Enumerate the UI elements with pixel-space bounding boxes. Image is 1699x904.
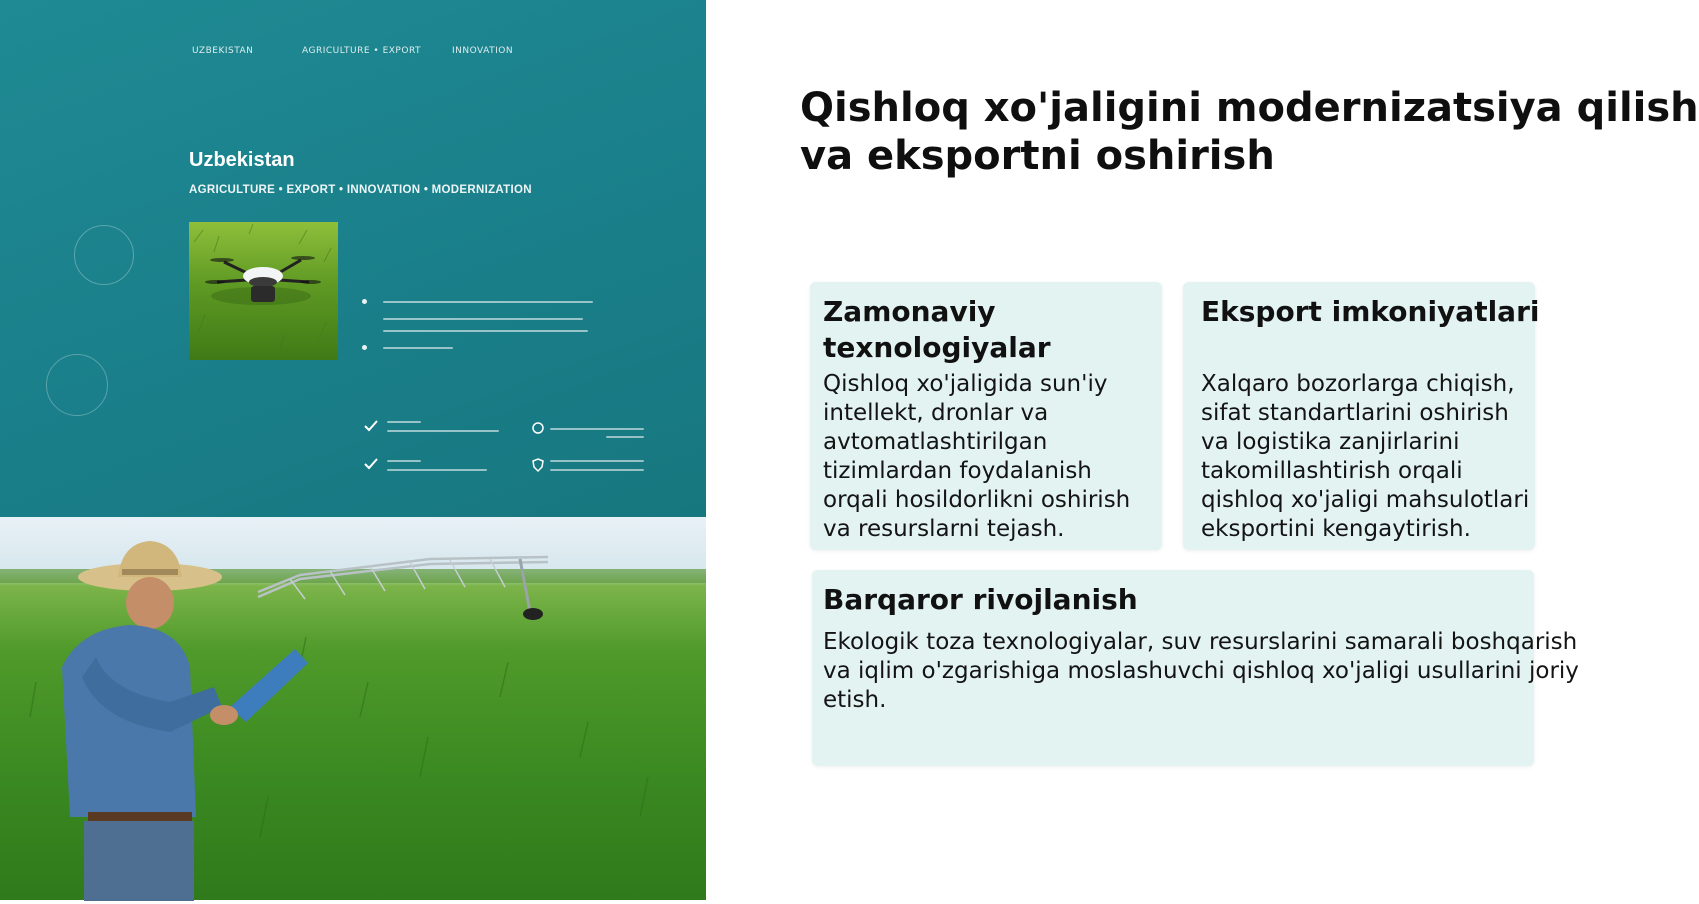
decorative-circle [46,354,108,416]
mockup-title: Uzbekistan [189,149,295,171]
mockup-text-line [550,428,644,430]
mockup-text-line [387,460,421,462]
field-photo [0,517,706,900]
mockup-text-line [383,318,583,320]
shield-icon [532,458,544,472]
bullet-dot [362,345,367,350]
mockup-nav-item: INNOVATION [452,46,514,56]
card-modern-technologies [810,282,1162,550]
mockup-text-line [383,301,593,303]
leaf-icon [532,422,544,434]
decorative-circle [74,225,134,285]
check-icon [364,420,378,432]
slide-title-line-1: Qishloq xo'jaligini modernizatsiya qilish [800,85,1699,131]
card-text: Xalqaro bozorlarga chiqish, sifat standartlarini oshirish va logistika zanjirlarini takomillashtirish orqali qishloq xo'jaligi mahsulotlari eksportini kengaytirish. [1201,371,1530,542]
mockup-text-line [606,436,644,438]
card-title: Zamonaviy texnologiyalar [823,295,1051,364]
mockup-nav-item: UZBEKISTAN [192,46,254,56]
slide-title-line-2: va eksportni oshirish [800,133,1275,179]
mockup-text-line [550,460,644,462]
mockup-text-line [387,430,499,432]
farmer-field-illustration [0,517,706,900]
mockup-text-line [387,469,487,471]
card-title: Barqaror rivojlanish [823,583,1138,616]
card-text: Ekologik toza texnologiyalar, suv resurslarini samarali boshqarish va iqlim o'zgarishiga moslashuvchi qishloq xo'jaligi usullarini joriy etish. [823,629,1579,713]
card-text: Qishloq xo'jaligida sun'iy intellekt, dronlar va avtomatlashtirilgan tizimlardan foydalanish orqali hosildorlikni oshirish va resurslarni tejash. [823,371,1131,542]
check-icon [364,458,378,470]
mockup-subtitle: AGRICULTURE • EXPORT • INNOVATION • MODERNIZATION [189,184,532,196]
mockup-nav-item: AGRICULTURE • EXPORT [302,46,422,56]
card-title: Eksport imkoniyatlari [1201,295,1540,328]
mockup-text-line [550,469,644,471]
hero-illustration [0,0,706,900]
drone-icon [189,222,338,360]
drone-photo [189,222,338,360]
slide-title [800,84,1699,180]
website-mockup [0,0,706,517]
mockup-text-line [387,421,421,423]
card-export-opportunities [1183,282,1540,550]
mockup-text-line [383,347,453,349]
card-sustainable-development [812,570,1579,766]
bullet-dot [362,299,367,304]
mockup-text-line [383,330,588,332]
